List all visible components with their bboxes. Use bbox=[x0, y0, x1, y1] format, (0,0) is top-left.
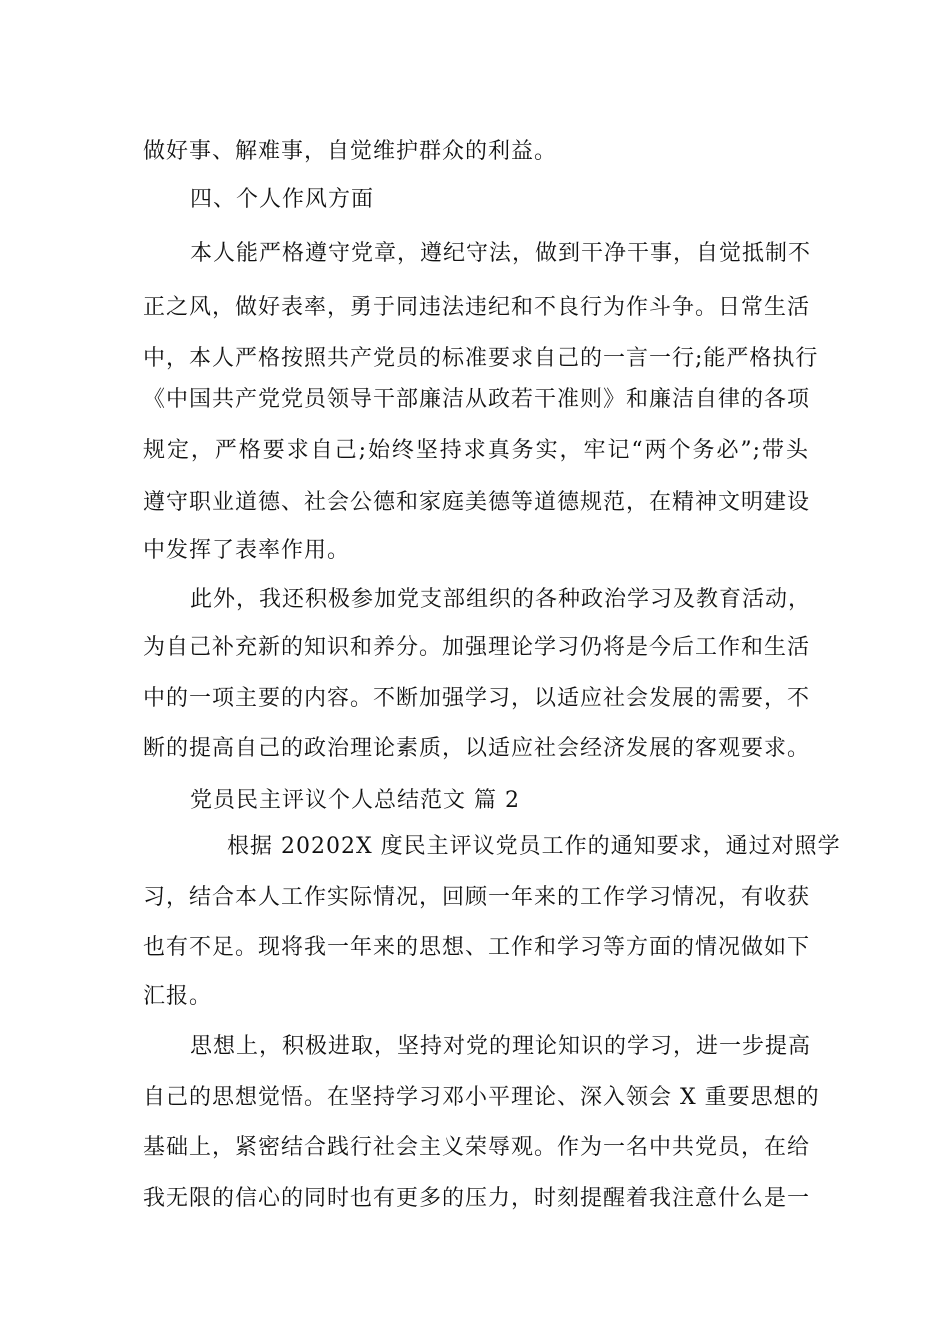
text-line: 习，结合本人工作实际情况，回顾一年来的工作学习情况，有收获 bbox=[143, 885, 811, 910]
text-line: 根据 20202X 度民主评议党员工作的通知要求，通过对照学 bbox=[227, 834, 841, 859]
text-line: 汇报。 bbox=[143, 984, 213, 1009]
text-line: 为自己补充新的知识和养分。加强理论学习仍将是今后工作和生活 bbox=[143, 635, 811, 660]
text-line: 《中国共产党党员领导干部廉洁从政若干准则》和廉洁自律的各项 bbox=[143, 387, 811, 412]
text-line: 规定，严格要求自己;始终坚持求真务实，牢记“两个务必”;带头 bbox=[143, 438, 809, 463]
text-line: 中发挥了表率作用。 bbox=[143, 538, 351, 563]
text-line: 思想上，积极进取，坚持对党的理论知识的学习，进一步提高 bbox=[190, 1034, 812, 1059]
text-line: 我无限的信心的同时也有更多的压力，时刻提醒着我注意什么是一 bbox=[143, 1186, 811, 1211]
text-line: 也有不足。现将我一年来的思想、工作和学习等方面的情况做如下 bbox=[143, 935, 811, 960]
text-line: 断的提高自己的政治理论素质，以适应社会经济发展的客观要求。 bbox=[143, 736, 811, 761]
article-title: 党员民主评议个人总结范文 篇 2 bbox=[190, 788, 520, 813]
text-line: 遵守职业道德、社会公德和家庭美德等道德规范，在精神文明建设 bbox=[143, 490, 811, 515]
text-line: 中，本人严格按照共产党员的标准要求自己的一言一行;能严格执行 bbox=[143, 346, 819, 371]
section-heading: 四、个人作风方面 bbox=[190, 187, 375, 212]
text-line: 基础上，紧密结合践行社会主义荣辱观。作为一名中共党员，在给 bbox=[143, 1135, 811, 1160]
text-line: 此外，我还积极参加党支部组织的各种政治学习及教育活动， bbox=[190, 587, 812, 612]
text-line: 本人能严格遵守党章，遵纪守法，做到干净干事，自觉抵制不 bbox=[190, 241, 812, 266]
text-line: 做好事、解难事，自觉维护群众的利益。 bbox=[143, 139, 558, 164]
text-line: 中的一项主要的内容。不断加强学习，以适应社会发展的需要，不 bbox=[143, 686, 811, 711]
text-line: 正之风，做好表率，勇于同违法违纪和不良行为作斗争。日常生活 bbox=[143, 295, 811, 320]
text-line: 自己的思想觉悟。在坚持学习邓小平理论、深入领会 X 重要思想的 bbox=[143, 1085, 820, 1110]
